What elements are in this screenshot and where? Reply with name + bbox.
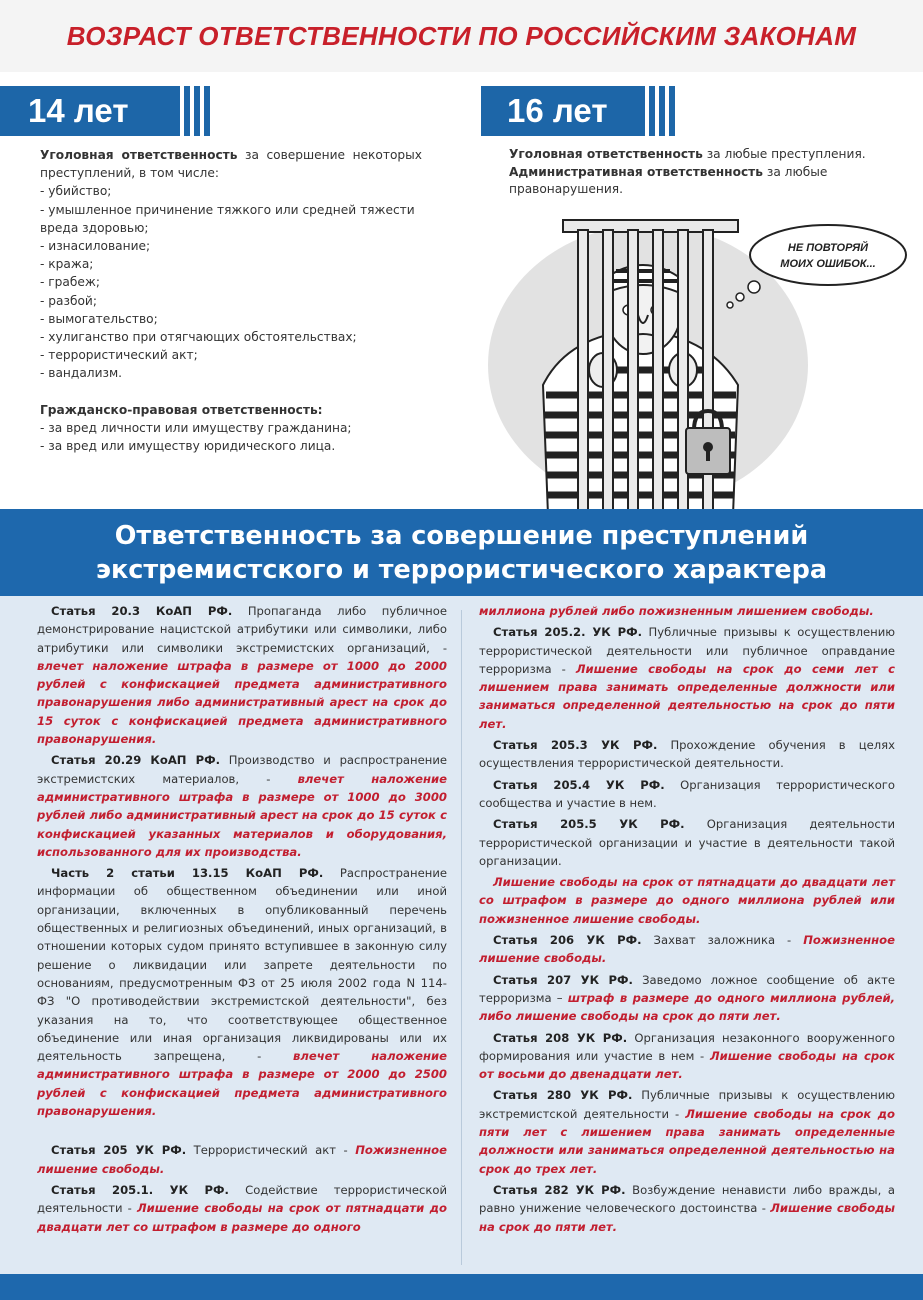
article-continuation: миллиона рублей либо пожизненным лишением свободы. xyxy=(479,604,874,618)
age14-section xyxy=(40,146,422,455)
column-divider xyxy=(461,610,462,1265)
badge-stripes xyxy=(649,86,675,136)
article-item: Статья 205.1. УК РФ. Содействие террористической деятельности - Лишение свободы на срок от пятнадцати до двадцати лет со штрафом в размере до одного xyxy=(37,1182,447,1234)
article-item: Статья 206 УК РФ. Захват заложника - Пожизненное лишение свободы. xyxy=(479,933,895,966)
article-item: Статья 205 УК РФ. Террористический акт - Пожизненное лишение свободы. xyxy=(37,1143,447,1176)
crime-list xyxy=(40,182,422,382)
age-badge-label: 16 лет xyxy=(481,86,645,136)
page-title: ВОЗРАСТ ОТВЕТСТВЕННОСТИ ПО РОССИЙСКИМ ЗАКОНАМ xyxy=(66,20,857,51)
article-item: Статья 205.4 УК РФ. Организация террористического сообщества и участие в нем. xyxy=(479,777,895,810)
civil-label: Гражданско-правовая ответственность: xyxy=(40,402,323,417)
article-item: Часть 2 статьи 13.15 КоАП РФ. Распространение информации об общественном объединении или иной организации, включенных в опубликованный перечень общественных и религиозных объединений, иных организаций, в отношении которых судом принято вступившее в законную силу решение о ликвидации или запрете деятельности по основаниям, предусмотренным ФЗ от 25 июля 2002 года N 114-ФЗ "О противодействии экстремистской деятельности", без указания на то, что соответствующее общественное объединение или иная организация ликвидированы или их деятельность запрещена, - влечет наложение административного штрафа в размере от 2000 до 2500 рублей с конфискацией предмета административного правонарушения. xyxy=(37,866,447,1119)
section-title-line-2: экстремистского и террористического характера xyxy=(95,555,828,585)
article-item: Статья 20.3 КоАП РФ. Пропаганда либо публичное демонстрирование нацистской атрибутики или символики, либо атрибутики или символики экстремистских организаций, - влечет наложение штрафа в размере от 1000 до 2000 рублей с конфискацией предмета административного правонарушения либо административный арест на срок до 15 суток с конфискацией предмета административного правонарушения. xyxy=(37,604,447,747)
article-item: Статья 205.5 УК РФ. Организация деятельности террористической организации и участие в деятельности такой организации. xyxy=(479,817,895,868)
badge-stripes xyxy=(184,86,210,136)
article-penalty: Лишение свободы на срок от пятнадцати до двадцати лет со штрафом в размере до одного миллиона рублей или пожизненное лишение свободы. xyxy=(479,875,895,926)
criminal-intro: Уголовная ответственность за совершение некоторых преступлений, в том числе: xyxy=(40,148,422,181)
list-item: - вандализм. xyxy=(40,366,123,381)
age-badge-16 xyxy=(481,86,675,136)
list-item: - убийство; xyxy=(40,184,112,199)
age-badge-label: 14 лет xyxy=(0,86,180,136)
article-item: Статья 208 УК РФ. Организация незаконного вооруженного формирования или участие в нем - Лишение свободы на срок от восьми до двенадцати лет. xyxy=(479,1030,895,1082)
left-article-column xyxy=(37,602,447,1239)
list-item: - кража; xyxy=(40,257,94,272)
list-item: - умышленное причинение тяжкого или средней тяжести вреда здоровью; xyxy=(40,202,415,235)
bubble-line-2: МОИХ ОШИБОК... xyxy=(780,258,876,270)
article-item: Статья 20.29 КоАП РФ. Производство и распространение экстремистских материалов, - влечет наложение административного штрафа в размере от 1000 до 3000 рублей либо административный арест на срок до 15 суток с конфискацией указанных материалов и оборудования, использованного для их производства. xyxy=(37,753,447,859)
prisoner-illustration xyxy=(488,215,908,515)
article-item: Статья 280 УК РФ. Публичные призывы к осуществлению экстремистской деятельности - Лишение свободы на срок до пяти лет с лишением права занимать определенные должности или заниматься определенной деятельностью на срок до трех лет. xyxy=(479,1088,895,1176)
list-item: - террористический акт; xyxy=(40,348,198,363)
list-item: - изнасилование; xyxy=(40,239,151,254)
articles-panel xyxy=(0,596,923,1274)
article-item: Статья 205.3 УК РФ. Прохождение обучения в целях осуществления террористической деятельности. xyxy=(479,738,895,771)
section-title-line-1: Ответственность за совершение преступлений xyxy=(114,521,809,551)
list-item: - за вред или имуществу юридического лица. xyxy=(40,439,336,454)
list-item: - грабеж; xyxy=(40,275,100,290)
list-item: - за вред личности или имуществу гражданина; xyxy=(40,420,352,435)
article-item: Статья 282 УК РФ. Возбуждение ненависти либо вражды, а равно унижение человеческого достоинства - Лишение свободы на срок до пяти лет. xyxy=(479,1182,896,1234)
admin-text: Административная ответственность за любые правонарушения. xyxy=(509,164,828,196)
list-item: - разбой; xyxy=(40,293,97,308)
page-header xyxy=(0,0,923,72)
age-badge-14 xyxy=(0,86,210,136)
list-item: - вымогательство; xyxy=(40,311,158,326)
list-item: - хулиганство при отягчающих обстоятельствах; xyxy=(40,330,357,345)
section-header xyxy=(0,509,923,596)
age16-section xyxy=(509,146,879,199)
article-item: Статья 205.2. УК РФ. Публичные призывы к осуществлению террористической деятельности или публичное оправдание терроризма - Лишение свободы на срок до семи лет с лишением права занимать определенные должности или заниматься определенной деятельностью на срок до пяти лет. xyxy=(479,625,896,731)
bubble-line-1: НЕ ПОВТОРЯЙ xyxy=(787,242,869,254)
article-item: Статья 207 УК РФ. Заведомо ложное сообщение об акте терроризма – штраф в размере до одного миллиона рублей, либо лишение свободы на срок до пяти лет. xyxy=(479,972,895,1024)
criminal-text: Уголовная ответственность за любые преступления. xyxy=(509,147,866,161)
footer-bar xyxy=(0,1274,923,1300)
right-article-column xyxy=(479,602,895,1239)
